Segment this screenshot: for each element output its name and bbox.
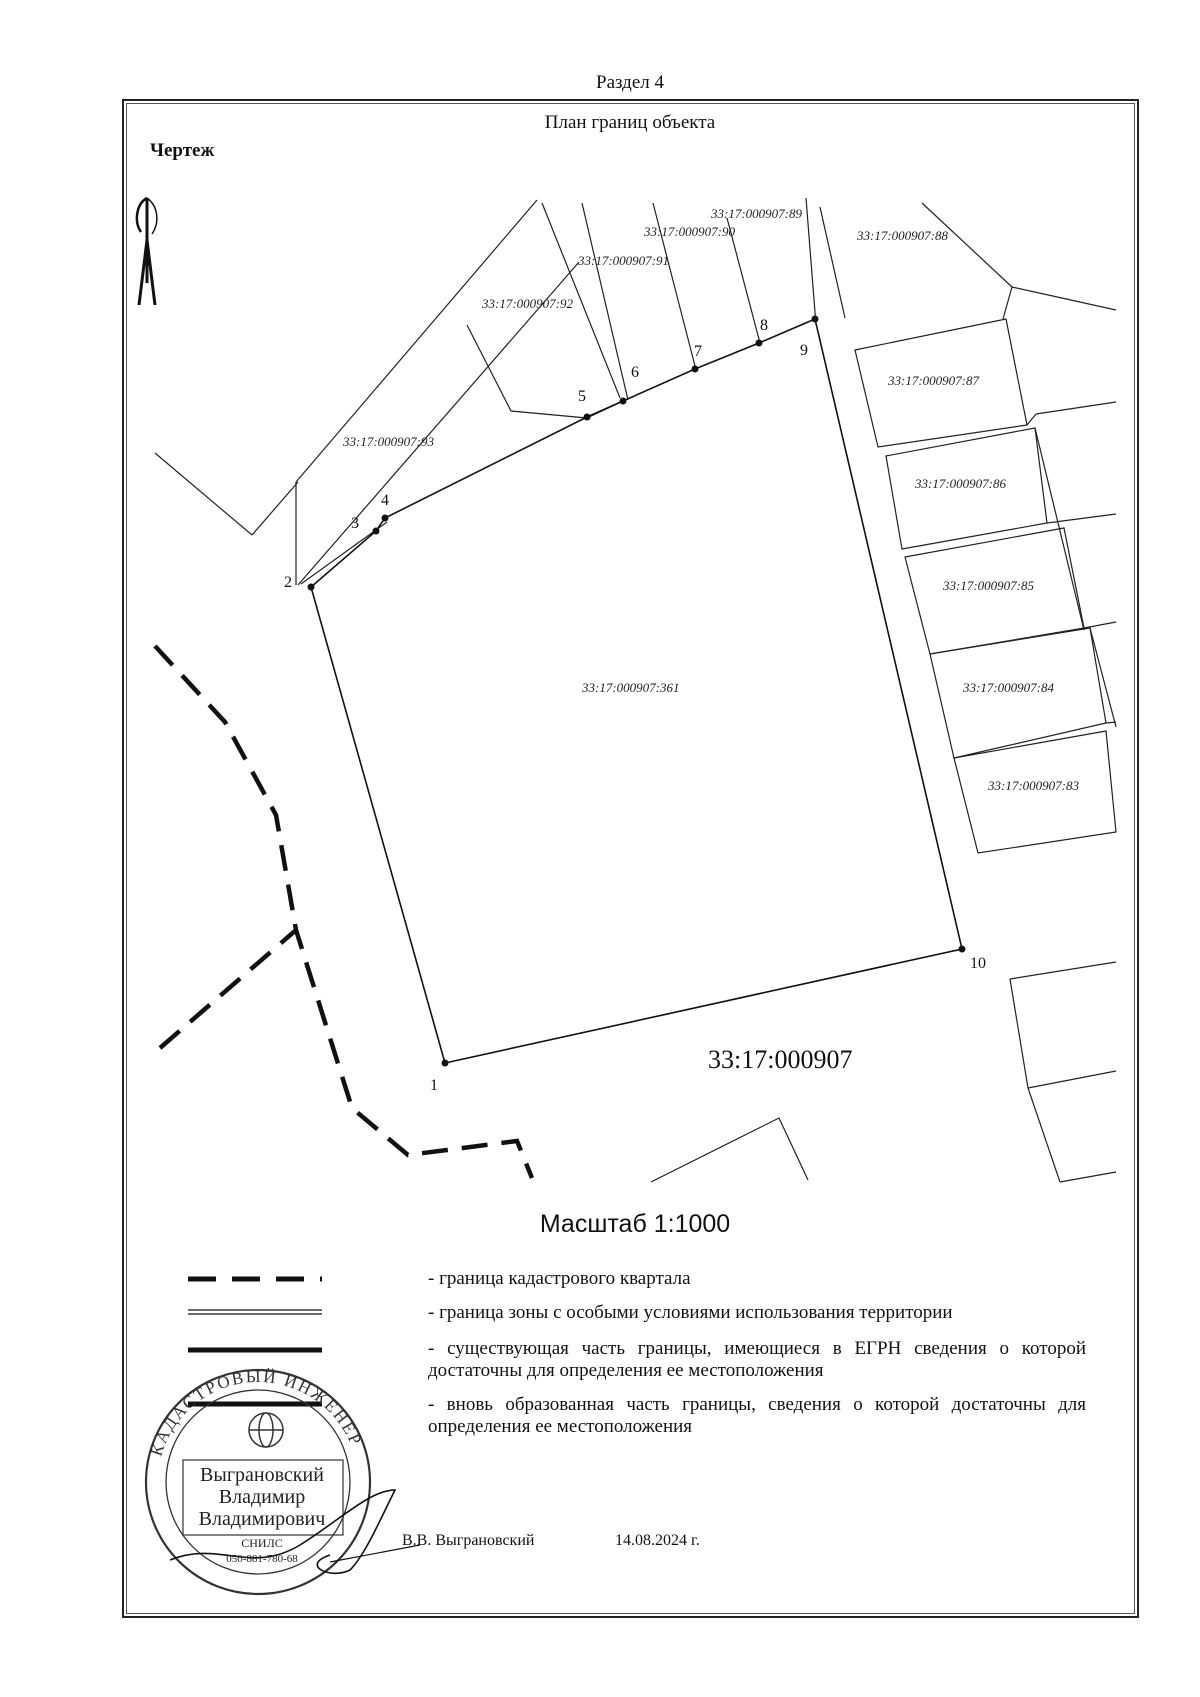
svg-text:СНИЛС: СНИЛС [241, 1536, 283, 1550]
svg-text:Выграновский: Выграновский [200, 1464, 324, 1486]
svg-text:050-881-780-68: 050-881-780-68 [226, 1553, 298, 1565]
point-label: 1 [430, 1077, 438, 1094]
point-label: 4 [381, 492, 389, 509]
svg-text:Владимирович: Владимирович [198, 1508, 326, 1530]
parcel-label-89: 33:17:000907:89 [711, 206, 802, 221]
point-label: 3 [351, 515, 359, 532]
legend-text-existing: - существующая часть границы, имеющиеся в ЕГРН сведения о которой достаточны для определения ее местоположения [428, 1338, 1086, 1381]
legend-text-quarter: - граница кадастрового квартала [428, 1268, 691, 1289]
point-label: 9 [800, 342, 808, 359]
plan-title: План границ объекта [544, 112, 716, 133]
seal-stamp [146, 1367, 420, 1594]
parcel-label-93: 33:17:000907:93 [343, 434, 434, 449]
parcel-label-92: 33:17:000907:92 [482, 296, 573, 311]
parcel-label-91: 33:17:000907:91 [578, 253, 669, 268]
parcel-label-83: 33:17:000907:83 [988, 778, 1079, 793]
signature-date: 14.08.2024 г. [615, 1532, 700, 1549]
parcel-label-87: 33:17:000907:87 [888, 373, 979, 388]
signer-name: В.В. Выграновский [402, 1532, 535, 1549]
scale-label: Масштаб 1:1000 [539, 1210, 731, 1238]
parcel-label-84: 33:17:000907:84 [963, 680, 1054, 695]
parcel-label-90: 33:17:000907:90 [644, 224, 735, 239]
north-arrow-icon [137, 198, 157, 305]
parcel-labels [342, 206, 1079, 1074]
section-title: Раздел 4 [596, 72, 664, 93]
point-label: 7 [694, 343, 702, 360]
globe-icon [249, 1413, 283, 1447]
point-label: 5 [578, 388, 586, 405]
parcel-label-85: 33:17:000907:85 [943, 578, 1034, 593]
quarter-boundary [155, 646, 532, 1178]
point-label: 8 [760, 317, 768, 334]
point-label: 2 [284, 574, 292, 591]
quarter-label: 33:17:000907 [708, 1045, 853, 1074]
parcel-label-88: 33:17:000907:88 [857, 228, 948, 243]
point-label: 6 [631, 364, 639, 381]
drawing-label: Чертеж [150, 140, 215, 161]
svg-text:Владимир: Владимир [218, 1486, 306, 1508]
point-label: 10 [970, 955, 986, 972]
legend-text-zone: - граница зоны с особыми условиями использования территории [428, 1302, 953, 1323]
svg-text:КАДАСТРОВЫЙ ИНЖЕНЕР: КАДАСТРОВЫЙ ИНЖЕНЕР [146, 1366, 366, 1459]
legend-text-new: - вновь образованная часть границы, сведения о которой достаточны для определения ее местоположения [428, 1394, 1086, 1437]
parcel-label-86: 33:17:000907:86 [915, 476, 1006, 491]
main-parcel-label: 33:17:000907:361 [582, 680, 680, 695]
